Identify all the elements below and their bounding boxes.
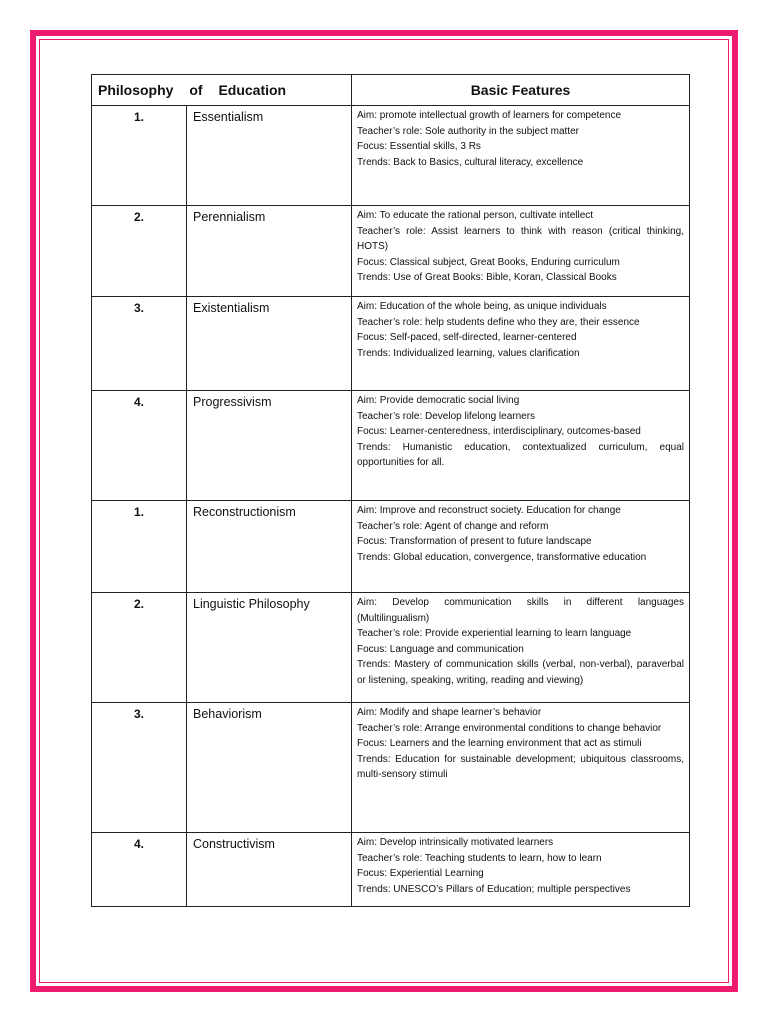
feature-focus: Focus: Experiential Learning (357, 868, 484, 879)
feature-focus: Focus: Classical subject, Great Books, Enduring curriculum (357, 256, 620, 268)
row-number: 1. (92, 106, 187, 206)
philosophy-name: Reconstructionism (187, 501, 352, 593)
feature-aim: Aim: Develop intrinsically motivated learners (357, 837, 554, 848)
feature-focus: Focus: Essential skills, 3 Rs (357, 141, 481, 152)
row-number: 3. (92, 297, 187, 391)
feature-aim: Aim: Improve and reconstruct society. Education for change (357, 505, 621, 516)
table-row (92, 391, 690, 501)
table-row (92, 593, 690, 703)
feature-trends: Trends: UNESCO’s Pillars of Education; multiple perspectives (357, 883, 631, 895)
row-number: 4. (92, 833, 187, 907)
philosophy-name: Constructivism (187, 833, 352, 907)
features-cell (352, 703, 690, 833)
feature-aim: Aim: Provide democratic social living (357, 395, 520, 406)
table-row (92, 833, 690, 907)
feature-focus: Focus: Learners and the learning environment that act as stimuli (357, 738, 642, 749)
feature-aim: Aim: Develop communication skills in different languages (Multilingualism) (357, 597, 684, 624)
philosophy-name: Progressivism (187, 391, 352, 501)
header-basic-features: Basic Features (352, 75, 690, 106)
philosophy-name: Existentialism (187, 297, 352, 391)
table-row (92, 206, 690, 297)
row-number: 3. (92, 703, 187, 833)
feature-trends: Trends: Mastery of communication skills (verbal, non-verbal), paraverbal or listening, speaking, writing, reading and viewing) (357, 659, 684, 686)
feature-teacher-role: Teacher’s role: help students define who they are, their essence (357, 316, 640, 328)
feature-trends: Trends: Back to Basics, cultural literacy, excellence (357, 156, 584, 168)
feature-aim: Aim: Education of the whole being, as unique individuals (357, 301, 607, 312)
feature-teacher-role: Teacher’s role: Sole authority in the subject matter (357, 125, 579, 137)
feature-aim: Aim: promote intellectual growth of learners for competence (357, 110, 622, 121)
feature-focus: Focus: Learner-centeredness, interdisciplinary, outcomes-based (357, 426, 641, 437)
row-number: 1. (92, 501, 187, 593)
feature-focus: Focus: Self-paced, self-directed, learner-centered (357, 332, 577, 343)
row-number: 2. (92, 593, 187, 703)
table-header-row (92, 75, 690, 106)
table-row (92, 297, 690, 391)
features-cell (352, 833, 690, 907)
table-row (92, 501, 690, 593)
feature-trends: Trends: Individualized learning, values clarification (357, 347, 580, 359)
feature-focus: Focus: Language and communication (357, 643, 524, 655)
features-cell (352, 297, 690, 391)
philosophy-table (91, 74, 690, 907)
philosophy-name: Linguistic Philosophy (187, 593, 352, 703)
feature-trends: Trends: Humanistic education, contextualized curriculum, equal opportunities for all. (357, 441, 684, 468)
feature-focus: Focus: Transformation of present to future landscape (357, 536, 592, 547)
philosophy-name: Behaviorism (187, 703, 352, 833)
feature-teacher-role: Teacher’s role: Provide experiential learning to learn language (357, 628, 632, 639)
features-cell (352, 391, 690, 501)
feature-trends: Trends: Education for sustainable development; ubiquitous classrooms, multi-sensory stimuli (357, 753, 684, 780)
feature-aim: Aim: Modify and shape learner’s behavior (357, 707, 542, 718)
feature-teacher-role: Teacher’s role: Arrange environmental conditions to change behavior (357, 722, 662, 734)
header-philosophy: Philosophy of Education (92, 75, 352, 106)
table-row (92, 106, 690, 206)
feature-teacher-role: Teacher’s role: Assist learners to think with reason (critical thinking, HOTS) (357, 225, 684, 252)
features-cell (352, 501, 690, 593)
feature-teacher-role: Teacher’s role: Develop lifelong learners (357, 410, 536, 422)
features-cell (352, 106, 690, 206)
feature-teacher-role: Teacher’s role: Agent of change and reform (357, 520, 549, 532)
features-cell (352, 206, 690, 297)
features-cell (352, 593, 690, 703)
table-row (92, 703, 690, 833)
feature-aim: Aim: To educate the rational person, cultivate intellect (357, 210, 594, 221)
philosophy-name: Perennialism (187, 206, 352, 297)
feature-trends: Trends: Global education, convergence, transformative education (357, 551, 647, 563)
philosophy-name: Essentialism (187, 106, 352, 206)
row-number: 2. (92, 206, 187, 297)
row-number: 4. (92, 391, 187, 501)
feature-teacher-role: Teacher’s role: Teaching students to learn, how to learn (357, 852, 602, 864)
feature-trends: Trends: Use of Great Books: Bible, Koran, Classical Books (357, 272, 617, 283)
